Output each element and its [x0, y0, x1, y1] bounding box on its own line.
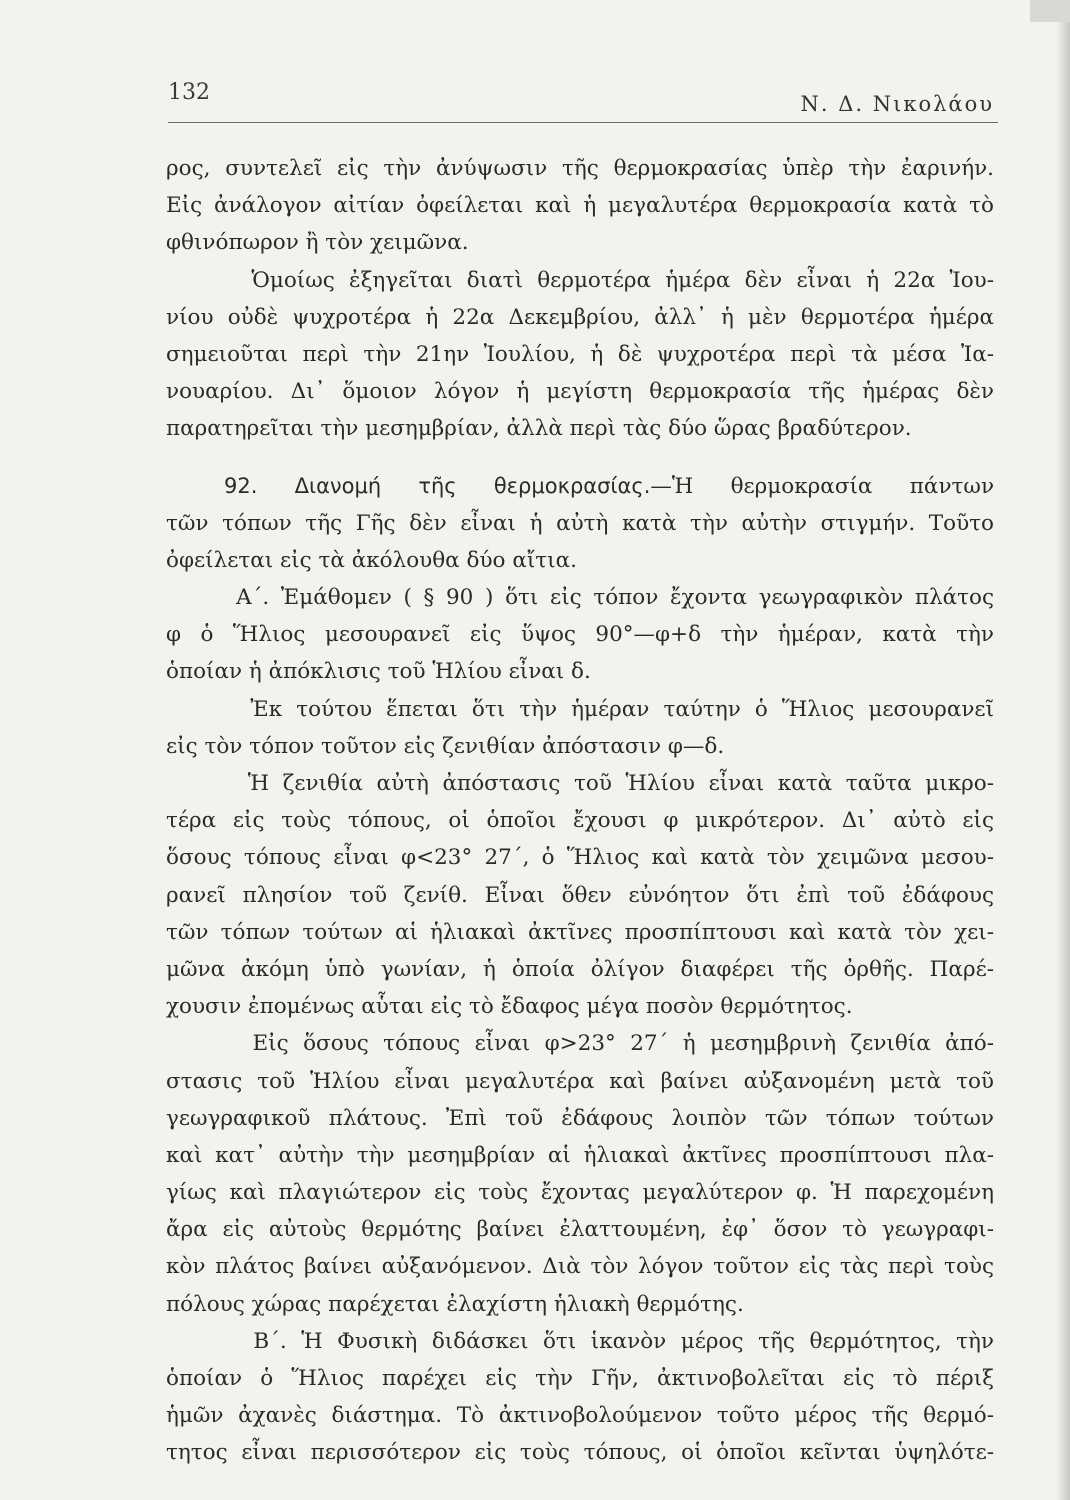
section-gap	[166, 448, 994, 468]
text-line: Ἐκ τούτου ἕπεται ὅτι τὴν ἡμέραν ταύτην ὁ Ἥλιος μεσουρανεῖ	[166, 696, 994, 722]
page-edge-shadow	[1056, 0, 1070, 1500]
text-line: τέρα εἰς τοὺς τόπους, οἱ ὁποῖοι ἔχουσι φ μικρότερον. Δι᾽ αὐτὸ εἰς	[166, 808, 994, 834]
text-line: ὀφείλεται εἰς τὰ ἀκόλουθα δύο αἴτια.	[166, 547, 577, 573]
text-line: εἰς τὸν τόπον τοῦτον εἰς ζενιθίαν ἀπόστασιν φ—δ.	[166, 733, 725, 759]
text-line: μῶνα ἀκόμη ὑπὸ γωνίαν, ἡ ὁποία ὀλίγον διαφέρει τῆς ὀρθῆς. Παρέ-	[166, 956, 994, 982]
text-line: κὸν πλάτος βαίνει αὐξανόμενον. Διὰ τὸν λόγον τοῦτον εἰς τὰς περὶ τοὺς	[166, 1254, 994, 1280]
text-line: νουαρίου. Δι᾽ ὅμοιον λόγον ἡ μεγίστη θερμοκρασία τῆς ἡμέρας δὲν	[166, 379, 994, 405]
running-head: Ν. Δ. Νικολάου	[800, 92, 994, 116]
text-line: ὁποίαν ὁ Ἥλιος παρέχει εἰς τὴν Γῆν, ἀκτινοβολεῖται εἰς τὸ πέριξ	[166, 1366, 994, 1391]
text-line: Β΄. Ἡ Φυσικὴ διδάσκει ὅτι ἱκανὸν μέρος τῆς θερμότητος, τὴν	[166, 1328, 994, 1354]
text-line: Ἡ ζενιθία αὐτὴ ἀπόστασις τοῦ Ἡλίου εἶναι κατὰ ταῦτα μικρο-	[166, 771, 994, 796]
text-line: ρανεῖ πλησίον τοῦ ζενίθ. Εἶναι ὅθεν εὐνόητον ὅτι ἐπὶ τοῦ ἐδάφους	[166, 882, 994, 908]
text-line: φ ὁ Ἥλιος μεσουρανεῖ εἰς ὕψος 90°—φ+δ τὴν ἡμέραν, κατὰ τὴν	[166, 622, 994, 648]
text-line: τητος εἶναι περισσότερον εἰς τοὺς τόπους, οἱ ὁποῖοι κεῖνται ὑψηλότε-	[166, 1440, 994, 1466]
text-line: στασις τοῦ Ἡλίου εἶναι μεγαλυτέρα καὶ βαίνει αὐξανομένη μετὰ τοῦ	[166, 1068, 994, 1094]
page-header	[168, 74, 998, 123]
text-line: τῶν τόπων τούτων αἱ ἡλιακαὶ ἀκτῖνες προσπίπτουσι καὶ κατὰ τὸν χει-	[166, 919, 994, 945]
text-line: ὁποίαν ἡ ἀπόκλισις τοῦ Ἡλίου εἶναι δ.	[166, 659, 591, 685]
text-line: πόλους χώρας παρέχεται ἐλαχίστη ἡλιακὴ θερμότης.	[166, 1291, 744, 1317]
text-line: νίου οὐδὲ ψυχροτέρα ἡ 22α Δεκεμβρίου, ἀλλ᾽ ἡ μὲν θερμοτέρα ἡμέρα	[166, 304, 994, 330]
section-title: 92. Διανομή τῆς θερμοκρασίας.	[224, 473, 651, 498]
text-line: χουσιν ἐπομένως αὗται εἰς τὸ ἔδαφος μέγα ποσὸν θερμότητος.	[166, 994, 853, 1020]
text-line: Εἰς ἀνάλογον αἰτίαν ὀφείλεται καὶ ἡ μεγαλυτέρα θερμοκρασία κατὰ τὸ	[166, 193, 994, 219]
text-line: γίως καὶ πλαγιώτερον εἰς τοὺς ἔχοντας μεγαλύτερον φ. Ἡ παρεχομένη	[166, 1180, 994, 1206]
text-line: ὅσους τόπους εἶναι φ<23° 27΄, ὁ Ἥλιος καὶ κατὰ τὸν χειμῶνα μεσου-	[166, 845, 994, 871]
text-body	[166, 150, 994, 1472]
text-line: Ὁμοίως ἐξηγεῖται διατὶ θερμοτέρα ἡμέρα δὲν εἶναι ἡ 22α Ἰου-	[166, 267, 994, 293]
text-line: ρος, συντελεῖ εἰς τὴν ἀνύψωσιν τῆς θερμοκρασίας ὑπὲρ τὴν ἐαρινήν.	[166, 156, 994, 181]
text-line: φθινόπωρον ἢ τὸν χειμῶνα.	[166, 230, 469, 256]
section-title-rest: —Ἡ θερμοκρασία πάντων	[650, 473, 994, 499]
text-line: γεωγραφικοῦ πλάτους. Ἐπὶ τοῦ ἐδάφους λοιπὸν τῶν τόπων τούτων	[166, 1105, 994, 1131]
text-line: Εἰς ὅσους τόπους εἶναι φ>23° 27΄ ἡ μεσημβρινὴ ζενιθία ἀπό-	[166, 1031, 994, 1057]
text-line: τῶν τόπων τῆς Γῆς δὲν εἶναι ἡ αὐτὴ κατὰ τὴν αὐτὴν στιγμήν. Τοῦτο	[166, 510, 994, 536]
text-line: ἡμῶν ἀχανὲς διάστημα. Τὸ ἀκτινοβολούμενον τοῦτο μέρος τῆς θερμό-	[166, 1403, 994, 1429]
text-line: ἄρα εἰς αὐτοὺς θερμότης βαίνει ἐλαττουμένη, ἐφ᾽ ὅσον τὸ γεωγραφι-	[166, 1217, 994, 1243]
text-line: παρατηρεῖται τὴν μεσημβρίαν, ἀλλὰ περὶ τὰς δύο ὥρας βραδύτερον.	[166, 416, 912, 442]
section-heading-line	[166, 468, 994, 505]
page-edge-corner	[1030, 0, 1070, 22]
text-line: καὶ κατ᾽ αὐτὴν τὴν μεσημβρίαν αἱ ἡλιακαὶ ἀκτῖνες προσπίπτουσι πλα-	[166, 1142, 994, 1168]
page-number: 132	[168, 80, 210, 105]
text-line: Α΄. Ἐμάθομεν ( § 90 ) ὅτι εἰς τόπον ἔχοντα γεωγραφικὸν πλάτος	[166, 585, 994, 611]
text-line: σημειοῦται περὶ τὴν 21ην Ἰουλίου, ἡ δὲ ψυχροτέρα περὶ τὰ μέσα Ἰα-	[166, 341, 994, 367]
